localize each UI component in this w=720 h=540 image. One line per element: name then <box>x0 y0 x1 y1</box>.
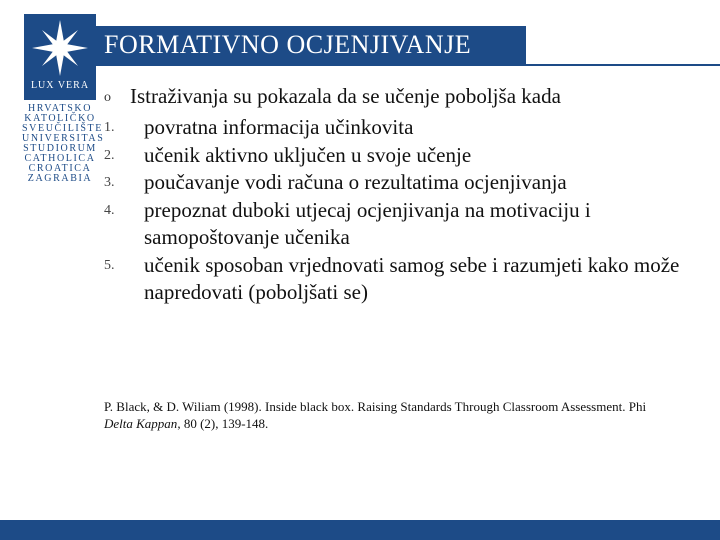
university-name-line: SVEUČILIŠTE <box>22 123 103 134</box>
university-name-line: HRVATSKO <box>27 103 93 114</box>
bullet-icon: o <box>104 90 111 105</box>
university-name <box>22 103 105 184</box>
university-name-line: KATOLIČKO <box>24 113 96 124</box>
citation-line-1: P. Black, & D. Wiliam (1998). Inside black box. Raising Standards Through Classroom Assessment. Phi <box>104 399 647 414</box>
intro-text: Istraživanja su pokazala da se učenje poboljša kada <box>130 84 561 108</box>
university-name-line: ZAGRABIA <box>27 173 93 184</box>
list-item-text: povratna informacija učinkovita <box>144 115 414 139</box>
list-item <box>104 114 720 142</box>
university-name-line: CROATICA <box>28 163 92 174</box>
logo-motto: LUX VERA <box>30 80 90 91</box>
list-item-number: 5. <box>104 257 115 273</box>
title-underline <box>96 64 720 66</box>
university-name-line: UNIVERSITAS <box>22 133 105 144</box>
university-logo <box>24 14 96 100</box>
list-item-number: 3. <box>104 175 115 190</box>
slide-title: FORMATIVNO OCJENJIVANJE <box>104 30 472 59</box>
citation-journal: Delta Kappan <box>104 416 178 431</box>
intro-statement <box>104 82 720 112</box>
list-item <box>104 142 720 170</box>
star-cross-emblem-icon <box>30 18 90 78</box>
list-item-number: 2. <box>104 147 115 163</box>
list-item <box>104 169 720 197</box>
citation-details: , 80 (2), 139-148. <box>177 416 269 431</box>
university-name-line: CATHOLICA <box>24 153 96 164</box>
list-item-number: 4. <box>104 202 115 218</box>
list-item-text: prepoznat duboki utjecaj ocjenjivanja na motivaciju i samopoštovanje učenika <box>144 197 591 249</box>
university-name-line: STUDIORUM <box>23 143 97 154</box>
footer-bar <box>0 520 720 540</box>
list-item <box>104 252 720 307</box>
list-item-text: poučavanje vodi računa o rezultatima ocjenjivanja <box>144 170 567 194</box>
list-item-text: učenik sposoban vrjednovati samog sebe i razumjeti kako može napredovati (poboljšati se) <box>144 252 680 304</box>
citation <box>104 398 720 432</box>
numbered-list <box>104 114 720 307</box>
citation-line-2 <box>104 415 720 432</box>
list-item <box>104 197 720 252</box>
list-item-text: učenik aktivno uključen u svoje učenje <box>144 142 472 167</box>
sidebar <box>0 0 105 540</box>
list-item-number: 1. <box>104 120 115 135</box>
